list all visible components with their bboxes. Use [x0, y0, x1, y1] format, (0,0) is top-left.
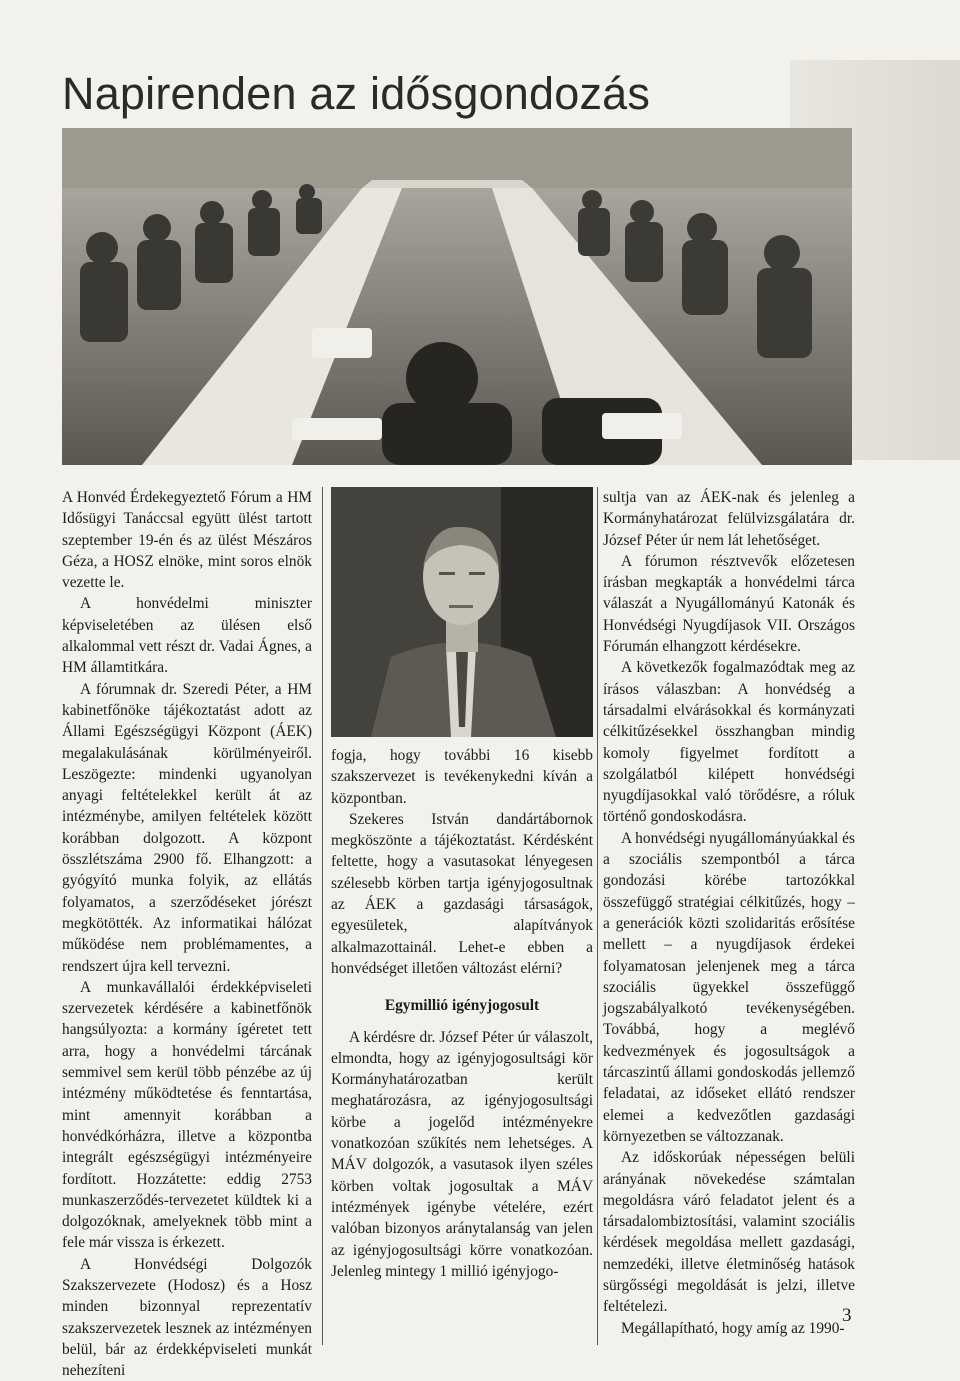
paragraph: A fórumon résztvevők előzetesen írásban megkapták a honvédelmi tárca válaszát a Nyugállományú Katonák és Honvédségi Nyugdíjasok VII. Országos Fórumán elhangzott kérdésekre. [603, 552, 855, 656]
paragraph: Az időskorúak népességen belüli arányának növekedése számtalan megoldásra váró feladatot jelent és a társadalombiztosítási, valamint szociális kérdések megoldása mellett gazdasági, nemzedéki, illetve életminőség hatások sürgősségi megoldását is jelzi, illetve feltételezi. [603, 1149, 855, 1316]
paragraph: sultja van az ÁEK-nak és jelenleg a Kormányhatározat felülvizsgálatára dr. József Péter úr nem lát lehetőséget. [603, 489, 855, 549]
paragraph: A kérdésre dr. József Péter úr válaszolt, elmondta, hogy az igényjogosultsági kör Kormányhatározatban került meghatározásra, az igényjogosultsági körbe a jogelőd intézményekre vonatkozóan szűkítés nem lehetséges. A MÁV dolgozók, a vasutasok ilyen széles körben voltak jogosultak a MÁV intézmények igénybe vételére, ezért valóban bizonyos aránytalanság van jelen az igényjogosultsági körre vonatkozóan. Jelenleg mintegy 1 millió igényjogo- [331, 1028, 593, 1280]
paragraph: Szekeres István dandártábornok megköszönte a tájékoztatást. Kérdésként feltette, hogy a vasutasokat lényegesen szélesebb körben tartja igényjogosultnak az ÁEK a gazdasági társaságok, egyesületek, alapítványok alkalmazottainál. Lehet-e ebben a honvédséget illetően változást elérni? [331, 810, 593, 977]
page-number: 3 [842, 1305, 852, 1326]
article-column-3 [603, 487, 855, 1339]
paragraph: A munkavállalói érdekképviseleti szervezetek kérdésére a kabinetfőnök hangsúlyozta: a kormány ígéretet tett arra, hogy a honvédelmi tárcának semmivel sem kerül több pénzébe az új intézmény működtetése és fenntartása, mint amennyit korábban a honvédkórházra, illetve a központba integrált egészségügyi intézményeire fordított. Hozzátette: eddig 2753 munkaszerződés-tervezetet küldtek ki a dolgozóknak, amelyeknek több mint a fele már vissza is érkezett. [62, 978, 312, 1252]
paragraph: A honvédelmi miniszter képviseletében az ülésen első alkalommal vett részt dr. Vadai Ágnes, a HM államtitkára. [62, 595, 312, 677]
article-column-1 [62, 487, 312, 1381]
page-title: Napirenden az idősgondozás [62, 68, 651, 119]
conference-meeting-photo [62, 128, 852, 465]
paragraph: A Honvéd Érdekegyeztető Fórum a HM Idősügyi Tanáccsal együtt ülést tartott szeptember 19-én és az ülést Mészáros Géza, a HOSZ elnöke, mint soros elnök vezette le. [62, 489, 312, 592]
column-divider [597, 487, 598, 1345]
paragraph: A fórumnak dr. Szeredi Péter, a HM kabinetfőnöke tájékoztatást adott az Állami Egészségügyi Központ (ÁEK) megalakulásának körülményeiről. Leszögezte: mindenki ugyanolyan anyagi feltételekkel került át az intézménybe, amilyen feltételek között korábban dolgozott. A központ összlétszáma 2900 fő. Elhangzott: a gyógyító munka folyik, az ellátás folyamatos, a szerződéseket jórészt megkötötték. Az informatikai hálózat működése nem problémamentes, a rendszert újra kell tervezni. [62, 680, 312, 975]
paragraph: fogja, hogy további 16 kisebb szakszervezet is tevékenykedni kíván a központban. [331, 747, 593, 807]
paragraph: A Honvédségi Dolgozók Szakszervezete (Hodosz) és a Hosz minden bizonnyal reprezentatív szakszervezetek lesznek az intézményen belül, bár az érdekképviseleti munkát nehezíteni [62, 1255, 312, 1380]
paragraph: A honvédségi nyugállományúakkal és a szociális szempontból a tárca gondozási körébe tartozókkal összefüggő stratégiai célkitűzés, hogy – a generációk közti szolidaritás erősítése mellett – a nyugdíjasok érdekei folyamatosan jelenjenek meg a tárca szociális ügyekkel összefüggő jogszabályalkotó tevékenységében. Továbbá, hogy a meglévő kedvezmények és jogosultságok a tárcaszintű állami gondoskodás jellemző feladatai, az időseket ellátó rendszer elemei a kedvezőtlen gazdasági környezetben se változzanak. [603, 829, 855, 1145]
paragraph: Megállapítható, hogy amíg az 1990- [621, 1319, 845, 1337]
article-column-2 [331, 745, 593, 1282]
column-divider [322, 487, 323, 1345]
speaker-portrait-photo [331, 487, 593, 737]
paragraph: A következők fogalmazódtak meg az írásos válaszban: A honvédség a társadalmi elvárásokkal és kormányzati célkitűzésekkel összhangban mindig komoly figyelmet fordított a szolgálatból kilépett honvédségi nyugdíjasokkal való törődésre, a róluk történő gondoskodásra. [603, 659, 855, 826]
section-subheading: Egymillió igényjogosult [384, 997, 540, 1015]
